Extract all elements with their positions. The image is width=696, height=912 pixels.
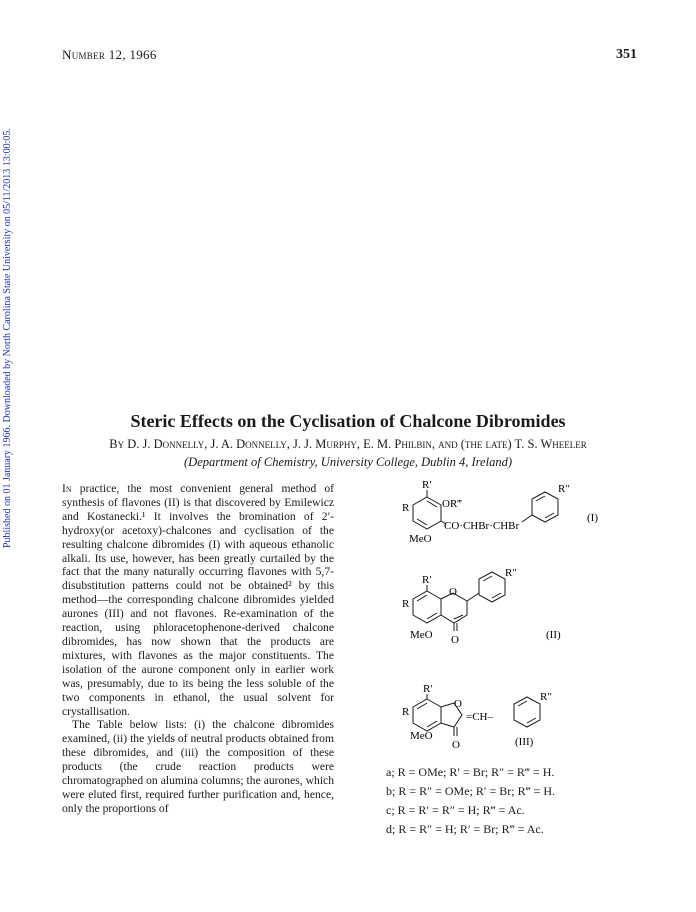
page-number: 351 xyxy=(616,47,637,62)
s1-r-right: R″ xyxy=(558,483,570,495)
s2-o-bottom: O xyxy=(451,634,459,646)
s1-r-left: R xyxy=(402,502,410,514)
s2-meo: MeO xyxy=(410,629,433,641)
ring-a xyxy=(413,591,441,623)
authors xyxy=(0,437,696,452)
s2-r-right: R″ xyxy=(505,567,517,579)
s3-r-left: R xyxy=(402,706,410,718)
s3-label: (III) xyxy=(515,736,534,748)
substituent-c: c; R = R′ = R″ = H; R‴ = Ac. xyxy=(386,803,525,817)
s2-o-ring: O xyxy=(449,586,457,598)
s1-r-top: R′ xyxy=(422,480,432,491)
lead-word: In xyxy=(62,482,72,495)
s1-or: OR‴ xyxy=(442,498,462,510)
issue-rest: 12, 1966 xyxy=(105,47,157,62)
provenance-note[interactable]: Published on 01 January 1966. Downloaded by North Carolina State University on 05/11/2013 13:00:05. xyxy=(2,128,13,548)
substituent-d: d; R = R″ = H; R′ = Br; R‴ = Ac. xyxy=(386,822,544,836)
paragraph-2: The Table below lists: (i) the chalcone dibromides examined, (ii) the yields of neutral products obtained from these dibromides, and (iii) the composition of these products (the crude reaction products were chromatographed on alumina columns; the aurones, which were eluted first, required further purification and, hence, only the proportions of xyxy=(62,718,334,815)
paragraph-1 xyxy=(62,482,334,718)
s3-ch: =CH– xyxy=(466,711,493,723)
authors-line: By D. J. Donnelly, J. A. Donnelly, J. J. Murphy, E. M. Philbin, and (the late) T. S. Wheeler xyxy=(109,437,587,451)
s1-chain: CO·CHBr·CHBr xyxy=(444,520,520,532)
s2-label: (II) xyxy=(546,629,561,641)
running-header xyxy=(62,47,157,63)
s2-r-top: R′ xyxy=(422,574,432,586)
structure-II xyxy=(382,563,632,653)
s3-o-ring: O xyxy=(454,698,462,710)
substituent-b: b; R = R″ = OMe; R′ = Br; R‴ = H. xyxy=(386,784,556,798)
ring-a xyxy=(413,497,441,529)
substituent-a: a; R = OMe; R′ = Br; R″ = R‴ = H. xyxy=(386,765,555,779)
issue-word: Number xyxy=(62,47,106,62)
s3-o-bottom: O xyxy=(452,739,460,751)
s1-label: (I) xyxy=(587,512,598,524)
s3-r-top: R′ xyxy=(423,683,433,695)
structure-III xyxy=(382,675,632,770)
s3-meo: MeO xyxy=(410,730,433,742)
paragraph-1-text: practice, the most convenient general method of synthesis of flavones (II) is that discovered by Emilewicz and Kostanecki.¹ It involves the bromination of 2′-hydroxy(or acetoxy)-chalcones and cyclisation of the resulting chalcone dibromides (I) with aqueous ethanolic alkali. Its use, however, has been greatly curtailed by the fact that the many naturally occurring flavones with 5,7-disubstitution patterns could not be obtained² by this method—the corresponding chalcone dibromides yielded aurones (III) and not flavones. Re-examination of the reaction, using phloracetophenone-derived chalcone dibromides, has now shown that the products are mixtures, with flavones as the major constituents. The isolation of the aurone component only in earlier work was, presumably, due to its being the less soluble of the two components in ethanol, the usual solvent for crystallisation. xyxy=(62,482,334,718)
substituent-key xyxy=(386,765,626,841)
s3-r-right: R″ xyxy=(540,691,552,703)
ring-a xyxy=(413,699,441,731)
body-column xyxy=(62,482,334,816)
affiliation: (Department of Chemistry, University College, Dublin 4, Ireland) xyxy=(184,455,512,469)
s2-r-left: R xyxy=(402,598,410,610)
structure-I xyxy=(382,480,632,550)
s1-meo: MeO xyxy=(409,533,432,545)
article-title: Steric Effects on the Cyclisation of Chalcone Dibromides xyxy=(130,411,566,431)
